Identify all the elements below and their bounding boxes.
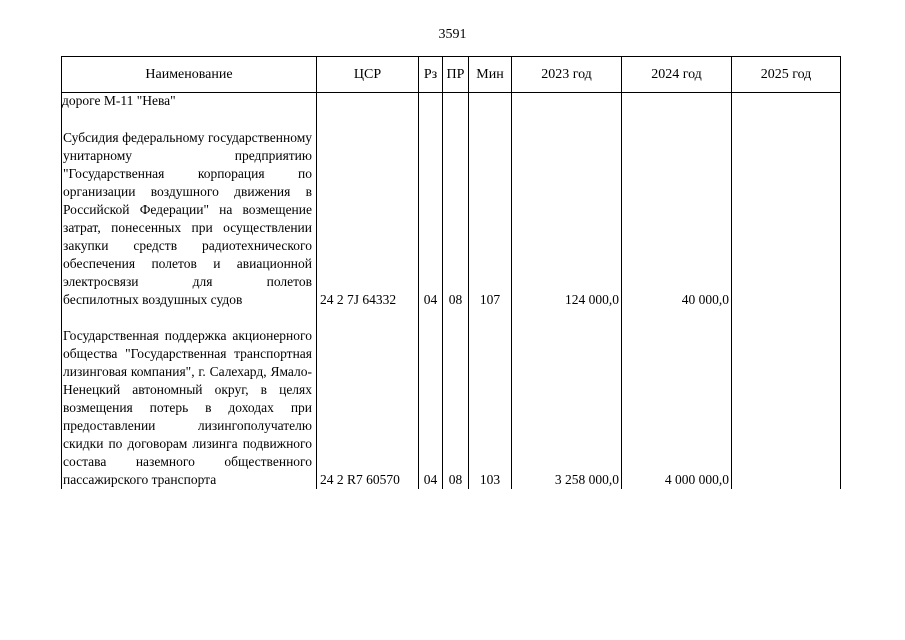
header-rz: Рз bbox=[419, 57, 443, 93]
header-2024: 2024 год bbox=[622, 57, 732, 93]
row-csr: 24 2 7J 64332 bbox=[317, 129, 419, 309]
page-number: 3591 bbox=[438, 27, 467, 42]
row-name: Субсидия федеральному государственному унитарному предприятию "Государственная корпорация по организации воздушного движения в Российской Федерации" на возмещение затрат, понесенных при осуществлении закупки средств радиотехнического обеспечения полетов и авиационной электросвязи для полетов беспилотных воздушных судов bbox=[63, 130, 313, 307]
row-csr: 24 2 R7 60570 bbox=[317, 327, 419, 489]
header-2023: 2023 год bbox=[512, 57, 622, 93]
row-2025 bbox=[732, 129, 841, 309]
table-row bbox=[62, 129, 841, 309]
header-min: Мин bbox=[469, 57, 512, 93]
row-min: 103 bbox=[469, 327, 512, 489]
continuation-text: дороге М-11 "Нева" bbox=[62, 93, 317, 112]
row-pr: 08 bbox=[443, 129, 469, 309]
row-2023: 124 000,0 bbox=[512, 129, 622, 309]
budget-table bbox=[61, 56, 841, 489]
header-csr: ЦСР bbox=[317, 57, 419, 93]
row-2025 bbox=[732, 327, 841, 489]
table-row bbox=[62, 327, 841, 489]
row-2023: 3 258 000,0 bbox=[512, 327, 622, 489]
continuation-row bbox=[62, 93, 841, 112]
row-rz: 04 bbox=[419, 129, 443, 309]
row-rz: 04 bbox=[419, 327, 443, 489]
row-min: 107 bbox=[469, 129, 512, 309]
row-name: Государственная поддержка акционерного общества "Государственная транспортная лизинговая компания", г. Салехард, Ямало-Ненецкий автономный округ, в целях возмещения потерь в доходах при предоставлении лизингополучателю скидки по договорам лизинга подвижного состава наземного общественного пассажирского транспорта bbox=[63, 328, 313, 487]
table-header-row bbox=[62, 57, 841, 93]
row-2024: 4 000 000,0 bbox=[622, 327, 732, 489]
header-name: Наименование bbox=[62, 57, 317, 93]
row-pr: 08 bbox=[443, 327, 469, 489]
row-2024: 40 000,0 bbox=[622, 129, 732, 309]
header-pr: ПР bbox=[443, 57, 469, 93]
header-2025: 2025 год bbox=[732, 57, 841, 93]
